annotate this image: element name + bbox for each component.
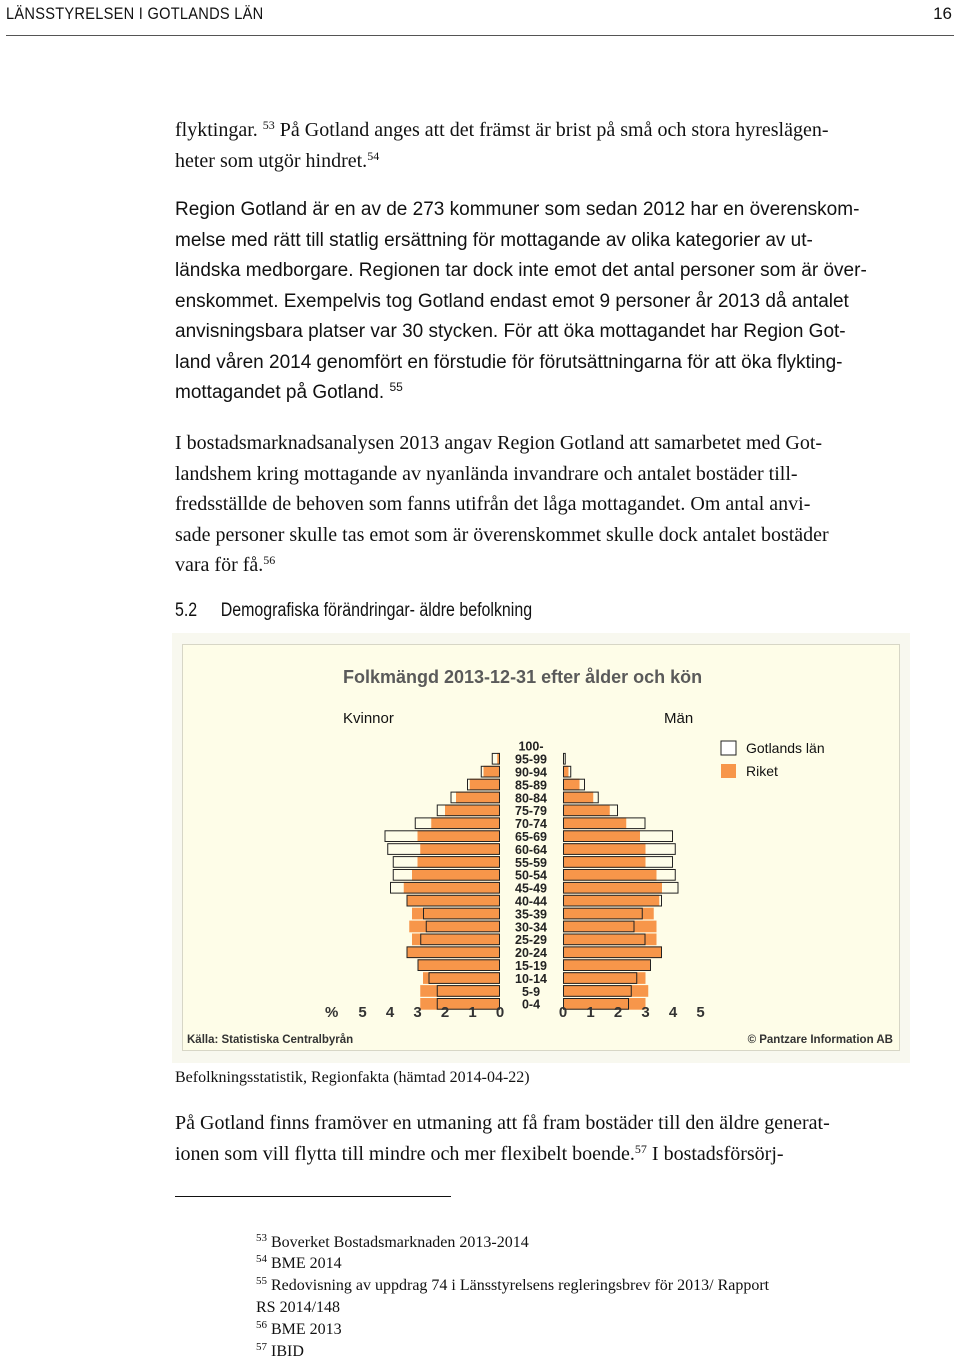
population-chart [182, 644, 900, 1051]
footnote-text: RS 2014/148 [256, 1299, 341, 1316]
bar-riket-man [563, 882, 662, 894]
x-tick-left: 0 [495, 1004, 505, 1021]
p4-text-b: I bostadsförsörj- [646, 1142, 784, 1165]
chart-copyright: © Pantzare Information AB [747, 1034, 893, 1046]
footnote-text: Redovisning av uppdrag 74 i Länsstyrelsens regleringsbrev för 2013/ Rapport [271, 1277, 770, 1294]
p1-line-1 [175, 115, 930, 146]
p2-line-3: ländska medborgare. Regionen tar dock inte emot det antal personer som är över- [175, 260, 867, 281]
bar-riket-kvinnor [418, 856, 501, 868]
population-chart-frame [172, 633, 910, 1063]
age-label: 45-49 [515, 881, 547, 896]
bar-gotland-man [564, 753, 566, 764]
age-label: 60-64 [515, 842, 547, 857]
age-label: 0-4 [521, 997, 541, 1012]
bar-riket-kvinnor [418, 959, 501, 971]
footnote-56 [256, 1319, 916, 1340]
x-tick-left: 5 [358, 1004, 367, 1021]
bar-riket-man [563, 895, 659, 907]
legend-label-riket: Riket [746, 763, 778, 779]
bar-riket-kvinnor [412, 869, 500, 881]
age-label: 50-54 [515, 868, 547, 883]
section-heading [175, 600, 532, 622]
footnote-53 [256, 1232, 916, 1253]
footnote-55 [256, 1275, 916, 1296]
bar-riket-man [563, 998, 646, 1010]
p2-line-4: enskommet. Exempelvis tog Gotland endast emot 9 personer år 2013 då antalet [175, 290, 849, 312]
x-tick-left: 3 [413, 1004, 422, 1021]
legend-label-gotland: Gotlands län [746, 740, 825, 756]
age-label: 35-39 [515, 907, 547, 922]
paragraph-1 [175, 115, 930, 176]
p2-line-1: Region Gotland är en av de 273 kommuner som sedan 2012 har en överenskom- [175, 199, 860, 220]
bar-riket-kvinnor [423, 972, 500, 984]
age-label: 10-14 [515, 971, 547, 986]
p3-line-2: landshem kring mottagande av nyanlända invandrare och antalet bostäder till- [175, 462, 798, 485]
footnote-text: IBID [271, 1343, 304, 1360]
p2-line-5: anvisningsbara platser var 30 stycken. För att öka mottagandet har Region Got- [175, 321, 846, 342]
p2-text-end: mottagandet på Gotland. [175, 382, 390, 403]
population-pyramid-svg [183, 645, 899, 1050]
left-group-label: Kvinnor [343, 710, 394, 727]
header-rule [6, 35, 954, 36]
footnote-ref-53[interactable]: 53 [262, 118, 275, 132]
age-label: 40-44 [515, 894, 547, 909]
x-tick-left: 4 [385, 1004, 395, 1021]
age-label: 55-59 [515, 855, 547, 870]
paragraph-4 [175, 1108, 930, 1169]
x-tick-right: 3 [641, 1004, 650, 1021]
x-tick-left: 1 [468, 1004, 477, 1021]
p3-line-4: sade personer skulle tas emot som är överenskommet skulle dock antalet bostäder [175, 523, 829, 546]
p4-text-a: ionen som vill flytta till mindre och mer flexibelt boende. [175, 1142, 635, 1165]
p3-line-3: fredsställde de behoven som fanns utifrån det låga mottagandet. Om antal anvi- [175, 493, 811, 515]
age-label: 95-99 [515, 752, 547, 767]
bar-riket-kvinnor [412, 934, 500, 946]
bar-riket-man [563, 856, 646, 868]
footnote-separator [175, 1196, 451, 1197]
footnote-ref-54[interactable]: 54 [367, 148, 380, 163]
section-number: 5.2 [175, 600, 198, 621]
bar-riket-kvinnor [409, 921, 500, 933]
p4-line-1: På Gotland finns framöver en utmaning att få fram bostäder till den äldre generat- [175, 1112, 830, 1134]
right-group-label: Män [664, 710, 694, 727]
bar-riket-man [563, 779, 580, 791]
footnote-number: 54 [256, 1253, 267, 1265]
bar-riket-man [563, 792, 593, 804]
footnote-number: 57 [256, 1341, 267, 1353]
bar-riket-kvinnor [420, 843, 500, 855]
age-label: 90-94 [515, 765, 547, 780]
bar-riket-man [563, 817, 626, 829]
p3-line-1: I bostadsmarknadsanalysen 2013 angav Region Gotland att samarbetet med Got- [175, 432, 823, 454]
p2-line-6: land våren 2014 genomfört en förstudie för förutsättningarna för att öka flykting- [175, 351, 843, 373]
footnote-ref-57[interactable]: 57 [634, 1141, 647, 1156]
footnote-54 [256, 1253, 916, 1274]
age-label: 25-29 [515, 933, 547, 948]
bar-riket-kvinnor [404, 882, 500, 894]
footnote-ref-56[interactable]: 56 [263, 553, 276, 567]
x-tick-right: 4 [668, 1004, 678, 1021]
section-title: Demografiska förändringar- äldre befolkning [220, 600, 533, 621]
page-number: 16 [933, 4, 952, 23]
paragraph-3 [175, 428, 930, 581]
bar-riket-man [563, 959, 651, 971]
bar-riket-man [563, 805, 610, 817]
age-label: 85-89 [515, 778, 547, 793]
chart-source: Källa: Statistiska Centralbyrån [187, 1034, 354, 1046]
age-label: 75-79 [515, 804, 547, 819]
age-label: 70-74 [515, 817, 547, 832]
x-axis-unit: % [325, 1004, 339, 1021]
bar-riket-kvinnor [420, 985, 500, 997]
age-label: 5-9 [521, 984, 541, 999]
footnote-ref-55[interactable]: 55 [389, 380, 403, 394]
age-label: 65-69 [515, 830, 547, 844]
bar-riket-kvinnor [412, 908, 500, 920]
bar-riket-man [563, 946, 662, 958]
footnote-text: BME 2013 [271, 1321, 342, 1338]
p4-line-2 [175, 1139, 930, 1170]
x-tick-right: 5 [696, 1004, 705, 1021]
footnote-55-cont [256, 1297, 916, 1318]
bar-riket-kvinnor [420, 998, 500, 1010]
bar-riket-man [563, 869, 657, 881]
footnote-number: 53 [256, 1232, 267, 1244]
bar-riket-man [563, 985, 648, 997]
x-tick-left: 2 [440, 1004, 450, 1021]
bar-riket-man [563, 908, 654, 920]
p2-line-7 [175, 378, 930, 409]
bar-riket-kvinnor [445, 805, 500, 817]
header-title: LÄNSSTYRELSEN I GOTLANDS LÄN [6, 4, 264, 23]
age-label: 100- [518, 739, 544, 754]
x-tick-right: 1 [586, 1004, 595, 1021]
bar-riket-man [563, 843, 646, 855]
p1-text-a: flyktingar. [175, 119, 263, 141]
p1-text-b: På Gotland anges att det främst är brist på små och stora hyreslägen- [274, 119, 829, 141]
x-tick-right: 0 [558, 1004, 568, 1021]
bar-riket-kvinnor [418, 830, 501, 842]
age-label: 20-24 [515, 946, 547, 961]
bar-riket-man [563, 830, 640, 842]
footnote-57 [256, 1341, 916, 1362]
chart-caption: Befolkningsstatistik, Regionfakta (hämtad 2014-04-22) [175, 1069, 530, 1086]
bar-riket-kvinnor [407, 895, 501, 907]
footnote-text: BME 2014 [271, 1255, 342, 1272]
age-label: 30-34 [515, 920, 547, 935]
legend-swatch-riket [721, 764, 736, 778]
bar-riket-kvinnor [456, 792, 500, 804]
p3-line-5 [175, 550, 930, 581]
bar-riket-kvinnor [431, 817, 500, 829]
age-label: 15-19 [515, 959, 547, 973]
p1-text-c: heter som utgör hindret. [175, 149, 368, 172]
bar-riket-man [563, 921, 657, 933]
bar-riket-kvinnor [407, 946, 501, 958]
p1-line-2 [175, 146, 930, 177]
x-tick-right: 2 [613, 1004, 623, 1021]
chart-title: Folkmängd 2013-12-31 efter ålder och kön [343, 667, 703, 687]
p3-text-end: vara för få. [175, 554, 264, 576]
p2-line-2: melse med rätt till statlig ersättning för mottagande av olika kategorier av ut- [175, 229, 813, 251]
age-label: 80-84 [515, 791, 547, 806]
page-header [0, 0, 960, 36]
bar-riket-kvinnor [470, 779, 500, 791]
legend-swatch-gotland [721, 741, 736, 755]
footnote-number: 55 [256, 1275, 267, 1287]
bar-riket-man [563, 972, 646, 984]
footnote-number: 56 [256, 1319, 267, 1331]
bar-riket-man [563, 934, 657, 946]
bar-riket-kvinnor [484, 766, 501, 778]
footnote-text: Boverket Bostadsmarknaden 2013-2014 [271, 1234, 529, 1251]
paragraph-2 [175, 195, 930, 409]
